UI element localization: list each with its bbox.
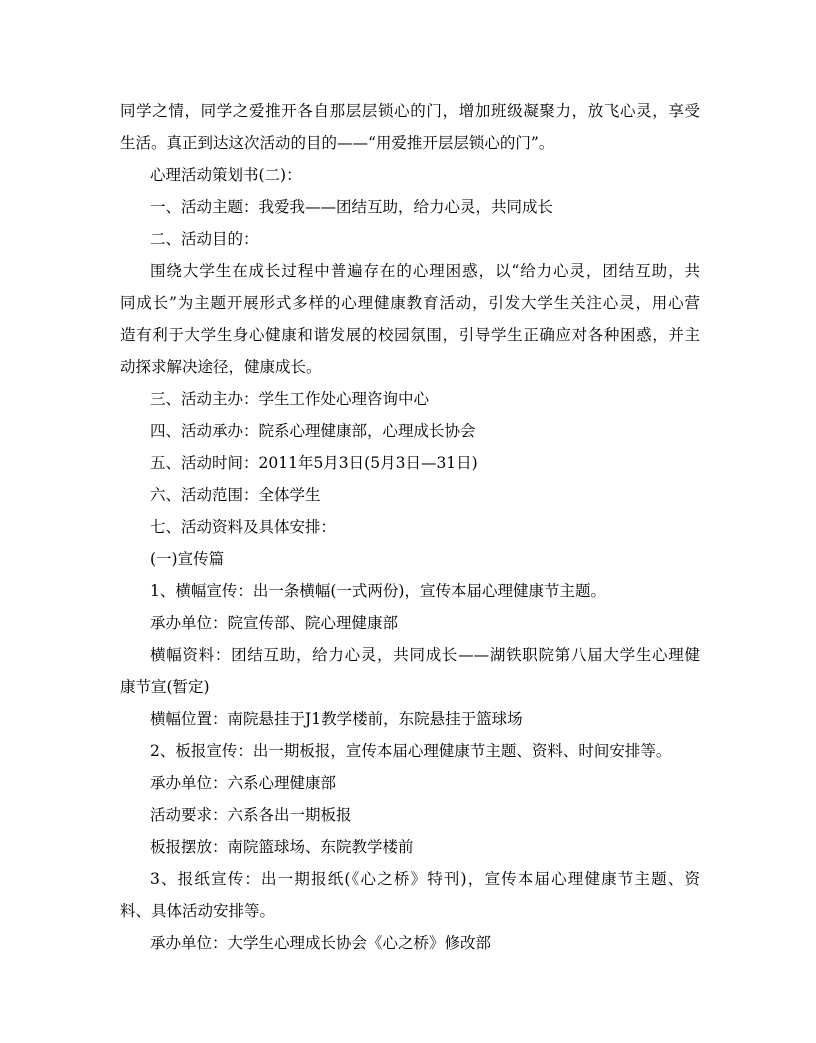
paragraph-line: 动探求解决途径，健康成长。: [120, 358, 322, 376]
detail-line: 料、具体活动安排等。: [120, 902, 276, 920]
detail-line: 承办单位：院宣传部、院心理健康部: [150, 614, 399, 632]
heading-organizer: 四、活动承办：院系心理健康部，心理成长协会: [150, 422, 476, 440]
heading-arrangement: 七、活动资料及具体安排：: [150, 518, 337, 536]
paragraph-line: 生活。真正到达这次活动的目的——“用爱推开层层锁心的门”。: [120, 134, 555, 152]
heading-scope: 六、活动范围：全体学生: [150, 486, 321, 504]
section-title: 心理活动策划书(二)：: [150, 166, 302, 184]
heading-theme: 一、活动主题：我爱我——团结互助，给力心灵，共同成长: [150, 198, 554, 216]
list-item: 3、报纸宣传：出一期报纸(《心之桥》特刊)，宣传本届心理健康节主题、资: [150, 870, 700, 888]
detail-line: 承办单位：六系心理健康部: [150, 774, 337, 792]
detail-line: 承办单位：大学生心理成长协会《心之桥》修改部: [150, 934, 492, 952]
paragraph-line: 围绕大学生在成长过程中普遍存在的心理困惑，以“给力心灵，团结互助，共: [150, 262, 700, 280]
heading-time: 五、活动时间：2011年5月3日(5月3日—31日): [150, 454, 478, 472]
paragraph-line: 同成长”为主题开展形式多样的心理健康教育活动，引发大学生关注心灵，用心营: [120, 294, 700, 312]
list-item: 2、板报宣传：出一期板报，宣传本届心理健康节主题、资料、时间安排等。: [150, 742, 672, 760]
paragraph-line: 同学之情，同学之爱推开各自那层层锁心的门，增加班级凝聚力，放飞心灵，享受: [120, 102, 700, 120]
detail-line: 板报摆放：南院篮球场、东院教学楼前: [150, 838, 414, 856]
detail-line: 康节宣(暂定): [120, 678, 210, 696]
detail-line: 活动要求：六系各出一期板报: [150, 806, 352, 824]
subheading-publicity: (一)宣传篇: [150, 550, 225, 568]
paragraph-line: 造有利于大学生身心健康和谐发展的校园氛围，引导学生正确应对各种困惑，并主: [120, 326, 700, 344]
detail-line: 横幅位置：南院悬挂于J1教学楼前，东院悬挂于篮球场: [150, 710, 523, 728]
heading-purpose: 二、活动目的：: [150, 230, 259, 248]
list-item: 1、横幅宣传：出一条横幅(一式两份)，宣传本届心理健康节主题。: [150, 582, 606, 600]
heading-host: 三、活动主办：学生工作处心理咨询中心: [150, 390, 430, 408]
detail-line: 横幅资料：团结互助，给力心灵，共同成长——湖铁职院第八届大学生心理健: [150, 646, 700, 664]
